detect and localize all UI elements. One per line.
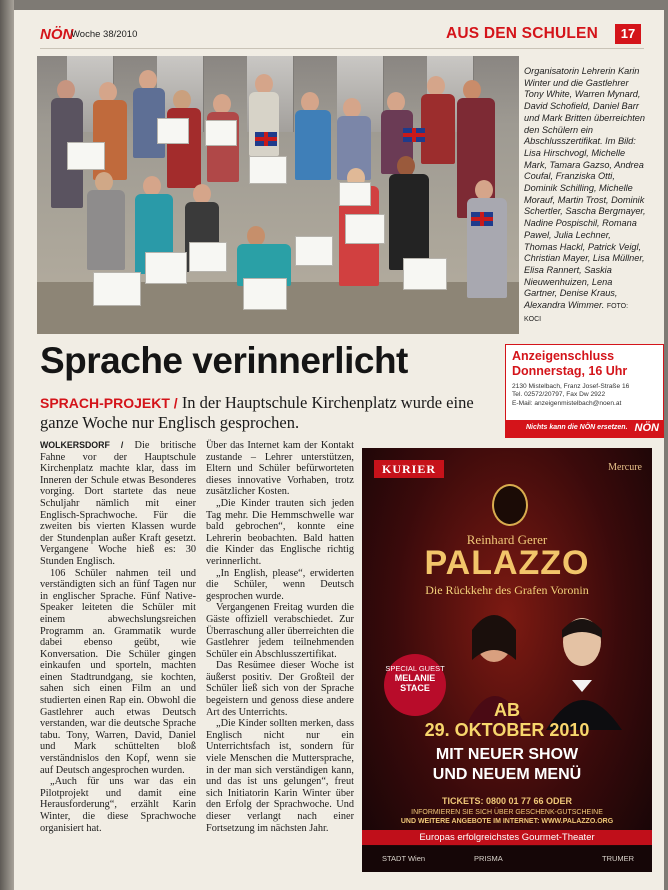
certificate: [205, 120, 237, 146]
kicker-label: SPRACH-PROJEKT /: [40, 395, 178, 411]
deadline-title: Anzeigenschluss: [512, 349, 615, 363]
special-guest-label: SPECIAL GUEST: [385, 664, 445, 673]
kicker-text: In der Hauptschule Kirchenplatz wurde eine ganze Woche nur Englisch gesprochen.: [40, 393, 474, 432]
ad-from-label: AB: [494, 700, 520, 720]
sponsor-logo: STADT Wien: [382, 854, 426, 863]
certificate: [189, 242, 227, 272]
newspaper-logo: NÖN: [40, 26, 74, 43]
paragraph: Das Resümee dieser Woche ist äußerst positiv. Der Großteil der Schüler ließ sich von der Sprache begeistern und genoss diese andere Art des Unterrichts.: [206, 660, 354, 718]
certificate: [345, 214, 385, 244]
deadline-ad: [505, 344, 664, 438]
ad-info-2: UND WEITERE ANGEBOTE IM INTERNET: WWW.PALAZZO.ORG: [400, 818, 614, 825]
group-photo: [37, 56, 519, 334]
certificate: [249, 156, 287, 184]
deadline-email: E-Mail: anzeigenmistelbach@noen.at: [512, 399, 622, 407]
newspaper-page: [14, 10, 664, 890]
deadline-slogan: Nichts kann die NÖN ersetzen.: [526, 424, 628, 431]
deadline-date: Donnerstag, 16 Uhr: [512, 364, 628, 378]
ad-title: PALAZZO: [424, 544, 590, 582]
portrait-medal-icon: [492, 484, 528, 526]
special-guest-name: MELANIE STACE: [394, 673, 436, 693]
sponsor-logo: TRUMER: [602, 854, 635, 863]
article-column-2: [206, 440, 354, 834]
deadline-contact: [512, 383, 629, 408]
page-number: 17: [615, 24, 641, 44]
deadline-address: 2130 Mistelbach, Franz Josef-Straße 16: [512, 383, 630, 390]
certificate: [93, 272, 141, 306]
article-headline: Sprache verinnerlicht: [40, 340, 408, 381]
paragraph: „Die Kinder sollten merken, dass Englisch nicht nur ein Unterrichtsfach ist, sondern für viele Menschen die Muttersprache, in der man sich verständigen kann, und das ist uns gelungen“, freut sich Initiatorin Karin Winter über den Erfolg der Sprachwoche. Und dieser verlangt nach einer Fortsetzung im nächsten Jahr.: [206, 718, 354, 834]
ad-date: 29. OKTOBER 2010: [424, 720, 590, 740]
deadline-bar: [506, 420, 663, 437]
sponsor-logo: PRISMA: [474, 854, 503, 863]
issue-week: Woche 38/2010: [71, 29, 138, 40]
paragraph: [40, 440, 196, 568]
paragraph: „Die Kinder trauten sich jeden Tag mehr. Die Hemmschwelle war bald gebrochen“, konnte eine Lehrerin beobachten. Bald hatten die Kinder das Englische richtig verinnerlicht.: [206, 497, 354, 567]
ad-ribbon: Europas erfolgreichstes Gourmet-Theater: [362, 830, 652, 845]
article-dateline: WOLKERSDORF /: [40, 440, 124, 450]
caption-text: Organisatorin Lehrerin Karin Winter und die Gastlehrer Tony White, Warren Mynard, David Schofield, Daniel Barr und Mark Britten überreichten den Schülern ein Abschlusszertifikat. Im Bild: Lisa Hirschvogl, Michelle Mark, Tamara Gazso, Andrea Coufal, Franziska Otti, Dominik Schilling, Michelle Morauf, Martin Trost, Dominik Schertler, Sascha Bergmayer, Nadine Pospischil, Romana Pawel, Julia Lechner, Thomas Hackl, Patrick Veigl, Christian Mayer, Lisa Müllner, Elisa Rannert, Saskia Nieuwenhuizen, Lena Gartner, Denise Kraus, Alexandra Wimmer.: [524, 66, 646, 311]
certificate: [243, 278, 287, 310]
certificate: [67, 142, 105, 170]
ad-subtitle: Die Rückkehr des Grafen Voronin: [425, 583, 589, 597]
ad-show-line-1: MIT NEUER SHOW: [435, 746, 579, 763]
ad-show-line-2: UND NEUEM MENÜ: [432, 766, 582, 783]
certificate: [145, 252, 187, 284]
photo-credit: FOTO: KOCI: [524, 303, 629, 323]
paragraph: Vergangenen Freitag wurden die Gäste offiziell verabschiedet. Zur Überraschung aller überreichten die Gastlehrer jedem teilnehmenden Schüler ein Abschlusszertifikat.: [206, 602, 354, 660]
union-jack-flag: [255, 132, 277, 146]
mercure-logo: Mercure: [608, 462, 642, 473]
union-jack-flag: [403, 128, 425, 142]
certificate: [295, 236, 333, 266]
paragraph-text: Die britische Fahne vor der Hauptschule Kirchenplatz machte klar, dass im Inneren der Schule etwas Besonderes vorging. Dort startete das neue Schuljahr nämlich mit einer Englisch-Sprachwoche. Für die zweiten bis vierten Klassen wurde der Stundenplan außer Kraft gesetzt. Vergangene Woche hieß es: 30 Stunden Englisch.: [40, 440, 196, 567]
header-divider: [40, 48, 644, 49]
certificate: [157, 118, 189, 144]
page-edge: [0, 0, 14, 890]
certificate: [403, 258, 447, 290]
certificate: [339, 182, 371, 206]
ad-tickets: TICKETS: 0800 01 77 66 ODER: [441, 796, 573, 806]
union-jack-flag: [471, 212, 493, 226]
ad-info-1: INFORMIEREN SIE SICH ÜBER GESCHENK-GUTSCHEINE: [411, 809, 603, 816]
sponsor-strip: [362, 846, 652, 872]
ad-presenter: Reinhard Gerer: [466, 532, 548, 547]
performer-shirt: [572, 680, 592, 692]
paragraph: 106 Schüler nahmen teil und verständigten sich an fünf Tagen nur in englischer Sprache. Fünf Native-Speaker leiteten die Schüler mit einem abwechslungsreichen Programm an. Grammatik wurde dabei ebenso geübt, wie Konversation. Die Schüler gingen einkaufen und sporteln, machten einen Stadtrundgang, sie kochten, sahen sich einen Film an und studierten einen Rap ein. Obwohl die Gastlehrer auch etwas Deutsch verstanden, war die deutsche Sprache tabu. Tony, Warren, David, Daniel und Mark schüttelten bloß verständnislos den Kopf, wenn sie auf Deutsch angesprochen wurden.: [40, 567, 196, 776]
article-column-1: [40, 440, 196, 834]
deadline-phone: Tel. 02572/20797, Fax Dw 2922: [512, 391, 606, 399]
paragraph: „Auch für uns war das ein Pilotprojekt und damit eine Herausforderung“, erzählt Karin Winter, die diese Sprachwoche organisiert hat.: [40, 776, 196, 834]
article-kicker: [40, 393, 510, 433]
palazzo-ad: [362, 448, 652, 872]
section-title: AUS DEN SCHULEN: [446, 25, 598, 42]
paragraph: „In English, please“, erwiderten die Schüler, wenn Deutsch gesprochen wurde.: [206, 567, 354, 602]
kurier-logo: KURIER: [374, 460, 444, 478]
deadline-logo: NÖN: [634, 422, 659, 434]
paragraph: Über das Internet kam der Kontakt zustande – Lehrer unterstützen, Eltern und Schüler befürworteten dieses innovative Vorhaben, trotz zusätzlicher Kosten.: [206, 440, 354, 498]
photo-caption: [524, 66, 646, 325]
